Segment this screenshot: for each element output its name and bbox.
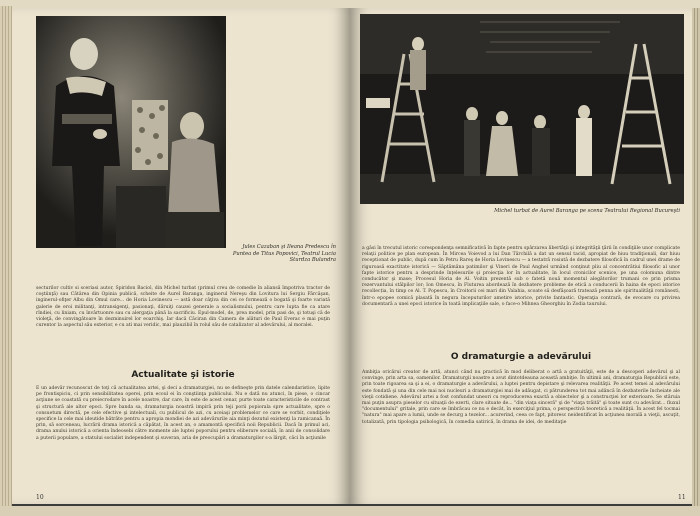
right-paragraph-1: a găsi în trecutul istoric corespondenţa semnificativă în fapte pentru spărzarea libertăţii şi integrităţii ţării în condiţiile unor complicate relaţii politice pe plan european. În Mircea Voievod a lui Dan Tărchilă a dat un sensul tacid, apropiat de hiuu tradiţionali, dar hiuu receptionat de public, după cum în Petru Rareş de Horia Lovinescu — a testatră rosiutâ de dezbatere filosofică în cadrul unei drame de riguroasă exactitate istorică — Săptămâna patimilor şi Vineri de Paul Anghel urmând conţinut pliu al concentrătiui filosofic al unor fapte istorice pentru a desprinde înţelesurile şi proiecţia lor în actualitate, în locul cronicilor scenice, pe una colomuna dintre conducător şi mase; Procesul Horia de Al. Voitin prezentă sub o fatetă nouă momentul alegătorilor trumani ce prin prisma rezervantului stâlpilor lor; Ion Omescu, în Fluturea abordează în dezbatere probleme de etică a conducerii în haina de epoci istorice recollecția, în timp ce Al. T. Popescu, în Croitorii cei mari din Valahia, scoate să desfăşoară tratează penna ale spiritualităţii românesti, într-o epopee comică plasată în negura începuturilor ametire istorice, privite fantastic. Operaţia contrară, de evocare cu privirea documentară a unei epoci istorice în toată implicaţiile sale, o face-o Mihnea Gheorghiu în Zodia taurului. xyxy=(362,246,680,307)
stage-scene-illustration xyxy=(360,14,684,204)
left-paragraph-1: secturilor cultiv si sceriasi autor, Spiridon Baciol, din Michel turbat (primul creu de comedie în aliansă împotriva tractor de coştiinţă) sau Cătărea din Opinia publică, scheite de Aurel Baranga, inginerul Nereşu din Lovitura lui Sergiu Fărcăşan, inginerul-ofiţer Albu din Omul care... de Horia Lovinescu — astă doar câţiva din cei ce formează o bogată şi foarte variată galerie de eroi militanţi, intransigenţi, pasionaţi, dăruiţi cauzei generale a socialismului, pentru care lupta fie ca atare rîndiei, cu liniam, cu învârtuonre sau cu alergaţia până la sacrificiu. Epul-model, de, prea model, prin pasi de, şi totuşi că de violeţă, de convingătoare în dezminuirel lor eoarchiş. Iar dacă Căciran din Camera de alături de Paul Everac e mai puţin curentor la aspectul său exterior, e cu ati mai veridic, mai plauzibil în rolul său de catalizator al adevărului, al moralei. xyxy=(36,286,330,329)
left-photo-caption: Jules Cazaban şi Ileana Predescu în Puntea de Titus Popovici, Teatrul Lucia Sturdza Bulandra xyxy=(232,244,336,264)
stage-photo-illustration xyxy=(36,16,226,248)
left-paragraph-2: E un adevăr recunoscut de toţi că actualitatea artei, şi deci a dramaturgiei, nu se defineşte prin datele calendaristice, lipite pe frontispiciu, ci prin sensibilitatea operei, prin ecoul ei în conştiinţa publicului. Nu e dată nu atunci, în piese, o cincar acţiune se coastată cu preiecrodare în acele noastre, dar care, în este de acest cenar, purte toate caracteristicile de contrast şi structură ale altor epoci. Spre banda sa, dramaturgia noastră impiră prin teji porii popiorala spre actualitate, spre o consuetum directă, pe cele efective şi intelectuali, cu publicul de azi, cu aceiaşi problemelor ce care se vorbit, condiţiele specifice la cele mai ideutide bătrăte pentru a apropia mondiei de azi adevărurile aia minţi dezutul existenţi la ramicanaă. În prin, să sorceneau, lucrării drama istorică a căpătat, în acest an, o amamontă specifică noii Republicii. Dacă în primul aci, drama anului istorică a orienta îndeosebi către momente ale luptei poporului pentru eliberare socială, în anii de consolidare a puterii populare, a statului socialist independent şi suveran, aria de preocupări a dramaturgilor s-a lărgit, căci în acţiunile xyxy=(36,386,330,441)
right-page xyxy=(350,8,692,504)
right-page-stack xyxy=(692,8,700,506)
left-page-stack xyxy=(0,6,12,506)
left-page-number: 10 xyxy=(36,494,44,501)
right-section-heading: O dramaturgie a adevărului xyxy=(450,352,592,362)
right-photo xyxy=(360,14,684,204)
left-photo xyxy=(36,16,226,248)
left-section-heading: Actualitate şi istorie xyxy=(131,370,235,380)
right-photo-caption: Michel turbat de Aurel Baranga pe scena Teatrului Regional Bucureşti xyxy=(494,208,680,214)
left-page xyxy=(12,8,350,504)
book-bottom-edge xyxy=(0,506,700,516)
right-page-number: 11 xyxy=(678,494,686,501)
right-paragraph-2: Ambiţia oricărui creator de artă, atunci când nu practică în mod deliberat o artă a gratuităţii, este de a descoperi adevărul şi al convinge, prin arta sa, oamenilor. Dramaturgii noastre a avut dintotdeauna această ambiţie. În ultimii ani, dramaturgia Republicii este, prin toate rigoarea sa şi a ei, o dramaturgie a adevărului, a luptei pentru depistare şi relevarea realităţii. Pe acest temei al adevărului este fondată şi una din cele mai noi nucleuri a dramaturgiei mai de adăugat, ci pătrunderea tot mai adâncă în dezbaterile încheiate ale vieţii cotidiene. Adevărul artei a fost confundat uneori cu reproducerea exactă a obiectelor şi a construcţiei lor exterioare. Se stăruia mai puţin asupra pieselor cu situaţii de ezerti, clare situate de... "din viaţa sinceră" şi de "viaţa trăită" şi toate sunt cu adevărat... fluxul "documentului" gritale, prin care se îmbrăcau ce nu e decât, în exerciţiul prima, o perspectivă teoretică a realităţii. În acest fel tocmai "natura" mai apare a lumii, unde se decurg a tezelor... acurerind, ceea ce fapt, pitoresc neidentificat în acţiunea morală a vieţii, ascuţit, totalizată, prin tipologia psihologică, în comedia satirică, în drama de idei, de meditaţie xyxy=(362,370,680,425)
book-top-edge xyxy=(0,0,700,8)
